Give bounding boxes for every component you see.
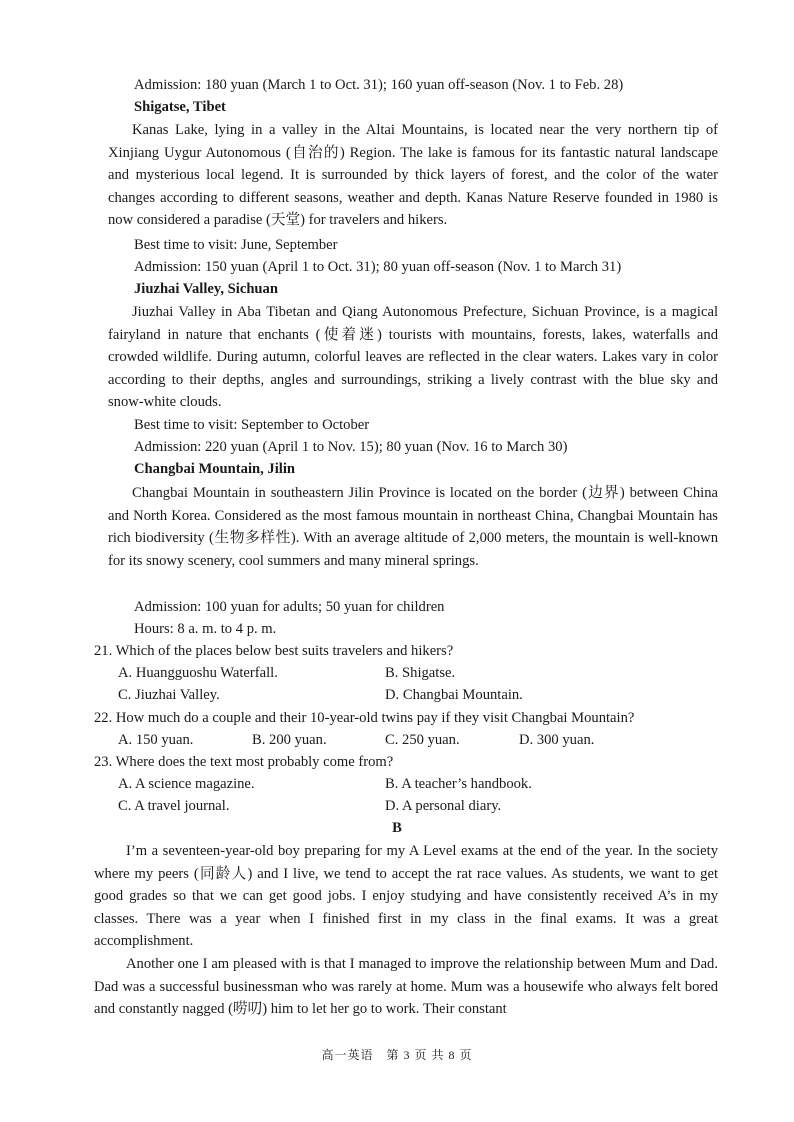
option-21-b[interactable]: B. Shigatse. (385, 665, 456, 681)
option-22-a[interactable]: A. 150 yuan. (118, 732, 194, 748)
option-21-d[interactable]: D. Changbai Mountain. (385, 687, 523, 703)
best-time-line-3: Best time to visit: September to October (134, 417, 370, 433)
paragraph-jiuzhai (108, 301, 718, 415)
paragraph-jiuzhai-text: Jiuzhai Valley in Aba Tibetan and Qiang Autonomous Prefecture, Sichuan Province, is a magical fairyland in nature that enchants (使着迷) tourists with mountains, forests, lakes, waterfalls and crowded wildlife. During autumn, colorful leaves are reflected in the clear waters. Lakes vary in color according to their depths, angles and surroundings, striking a lively contrast with the blue sky and snow-white clouds. (108, 304, 718, 411)
page-footer: 高一英语 第 3 页 共 8 页 (321, 1048, 473, 1062)
option-23-a[interactable]: A. A science magazine. (118, 776, 255, 792)
admission-line-4: Admission: 100 yuan for adults; 50 yuan for children (134, 599, 445, 615)
heading-jiuzhai: Jiuzhai Valley, Sichuan (134, 281, 278, 297)
question-21: 21. Which of the places below best suits travelers and hikers? (94, 643, 454, 659)
paragraph-b-2 (94, 953, 718, 1023)
question-23: 23. Where does the text most probably come from? (94, 754, 394, 770)
option-23-b[interactable]: B. A teacher’s handbook. (385, 776, 532, 792)
paragraph-b-1-text: I’m a seventeen-year-old boy preparing for my A Level exams at the end of the year. In the society where my peers (同龄人) and I live, we tend to accept the rat race values. As students, we want to get good grades so that we can get good jobs. I enjoy studying and have consistently received A’s in my classes. There was a year when I finished first in my class in the final exams. It was a great accomplishment. (94, 843, 718, 950)
admission-line-1: Admission: 180 yuan (March 1 to Oct. 31); 160 yuan off-season (Nov. 1 to Feb. 28) (134, 77, 624, 93)
option-22-c[interactable]: C. 250 yuan. (385, 732, 460, 748)
option-23-d[interactable]: D. A personal diary. (385, 798, 502, 814)
paragraph-b-2-text: Another one I am pleased with is that I managed to improve the relationship between Mum and Dad. Dad was a successful businessman who was rarely at home. Mum was a housewife who always felt bored and constantly nagged (唠叨) him to let her go to work. Their constant (94, 956, 718, 1018)
section-b-heading: B (392, 820, 402, 836)
option-22-b[interactable]: B. 200 yuan. (252, 732, 327, 748)
best-time-line-2: Best time to visit: June, September (134, 237, 338, 253)
option-21-c[interactable]: C. Jiuzhai Valley. (118, 687, 220, 703)
paragraph-b-1 (94, 840, 718, 954)
heading-changbai: Changbai Mountain, Jilin (134, 461, 295, 477)
option-21-a[interactable]: A. Huangguoshu Waterfall. (118, 665, 278, 681)
paragraph-changbai-text: Changbai Mountain in southeastern Jilin Province is located on the border (边界) between China and North Korea. Considered as the most famous mountain in northeast China, Changbai Mountain has rich biodiversity (生物多样性). With an average altitude of 2,000 meters, the mountain is well-known for its snowy scenery, cool summers and many mineral springs. (108, 485, 718, 569)
paragraph-kanas (108, 119, 718, 233)
question-22: 22. How much do a couple and their 10-year-old twins pay if they visit Changbai Mountain? (94, 710, 635, 726)
paragraph-kanas-text: Kanas Lake, lying in a valley in the Altai Mountains, is located near the very northern tip of Xinjiang Uygur Autonomous (自治的) Region. The lake is famous for its fantastic natural landscape and mysterious local legend. It is surrounded by thick layers of forest, and the color of the water changes according to different seasons, weather and depth. Kanas Nature Reserve founded in 1980 is now considered a paradise (天堂) for travelers and hikers. (108, 122, 718, 229)
admission-line-2: Admission: 150 yuan (April 1 to Oct. 31); 80 yuan off-season (Nov. 1 to March 31) (134, 259, 622, 275)
option-22-d[interactable]: D. 300 yuan. (519, 732, 595, 748)
hours-line: Hours: 8 a. m. to 4 p. m. (134, 621, 277, 637)
admission-line-3: Admission: 220 yuan (April 1 to Nov. 15); 80 yuan (Nov. 16 to March 30) (134, 439, 568, 455)
heading-shigatse: Shigatse, Tibet (134, 99, 226, 115)
paragraph-changbai (108, 482, 718, 596)
option-23-c[interactable]: C. A travel journal. (118, 798, 230, 814)
